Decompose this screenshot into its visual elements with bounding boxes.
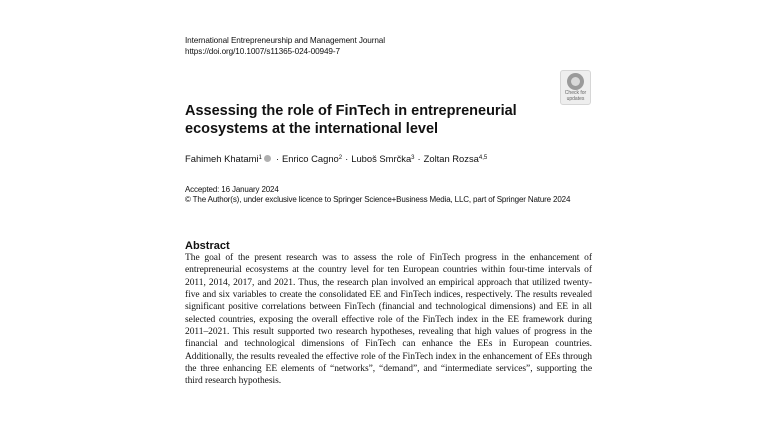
accepted-date: Accepted: 16 January 2024 bbox=[185, 185, 279, 194]
article-meta bbox=[185, 185, 585, 205]
author-name: Luboš Smrčka bbox=[351, 153, 412, 164]
author-name: Enrico Cagno bbox=[281, 153, 339, 164]
author-separator: · bbox=[275, 153, 279, 164]
check-for-updates-badge[interactable] bbox=[560, 70, 591, 105]
author-affiliation: 4,5 bbox=[478, 155, 488, 161]
author-affiliation: 1 bbox=[258, 155, 262, 161]
article-title: Assessing the role of FinTech in entrepreneurial ecosystems at the international level bbox=[185, 103, 517, 137]
abstract-heading: Abstract bbox=[185, 240, 230, 252]
copyright-notice: © The Author(s), under exclusive licence to Springer Science+Business Media, LLC, part of Springer Nature 2024 bbox=[185, 195, 571, 205]
abstract-text: The goal of the present research was to assess the role of FinTech progress in the enhancement of entrepreneurial ecosystems at the country level for ten European countries within four-time intervals of 2011, 2014, 2017, and 2021. Thus, the research plan involved an empirical approach that utilized twenty-five and six variables to create the consolidated EE and FinTech indices, respectively. The results revealed significant positive correlations between FinTech (financial and technological dimensions) and EE in all selected countries, exposing the overall effective role of the FinTech index in the EE framework during 2011–2021. This result supported two research hypotheses, revealing that high values of progress in the financial and technological dimensions of FinTech can enhance the EEs in European countries. Additionally, the results revealed the effective role of the FinTech index in the enhancement of EEs through the three enhancing EE elements of “networks”, “demand”, and “intermediate services”, supporting the third research hypothesis. bbox=[185, 253, 592, 387]
author-separator: · bbox=[417, 153, 421, 164]
doi-link[interactable]: https://doi.org/10.1007/s11365-024-00949-7 bbox=[185, 47, 340, 56]
author-name: Fahimeh Khatami bbox=[185, 153, 259, 164]
journal-header bbox=[185, 35, 385, 57]
author-affiliation: 2 bbox=[338, 155, 343, 161]
orcid-icon[interactable] bbox=[264, 155, 271, 162]
author-separator: · bbox=[345, 153, 349, 164]
author-name: Zoltan Rozsa bbox=[423, 153, 479, 164]
author-affiliation: 3 bbox=[411, 155, 415, 161]
badge-label: Check for updates bbox=[564, 90, 587, 102]
journal-name: International Entrepreneurship and Management Journal bbox=[185, 36, 385, 45]
check-updates-icon bbox=[567, 73, 584, 90]
author-list bbox=[185, 153, 487, 164]
